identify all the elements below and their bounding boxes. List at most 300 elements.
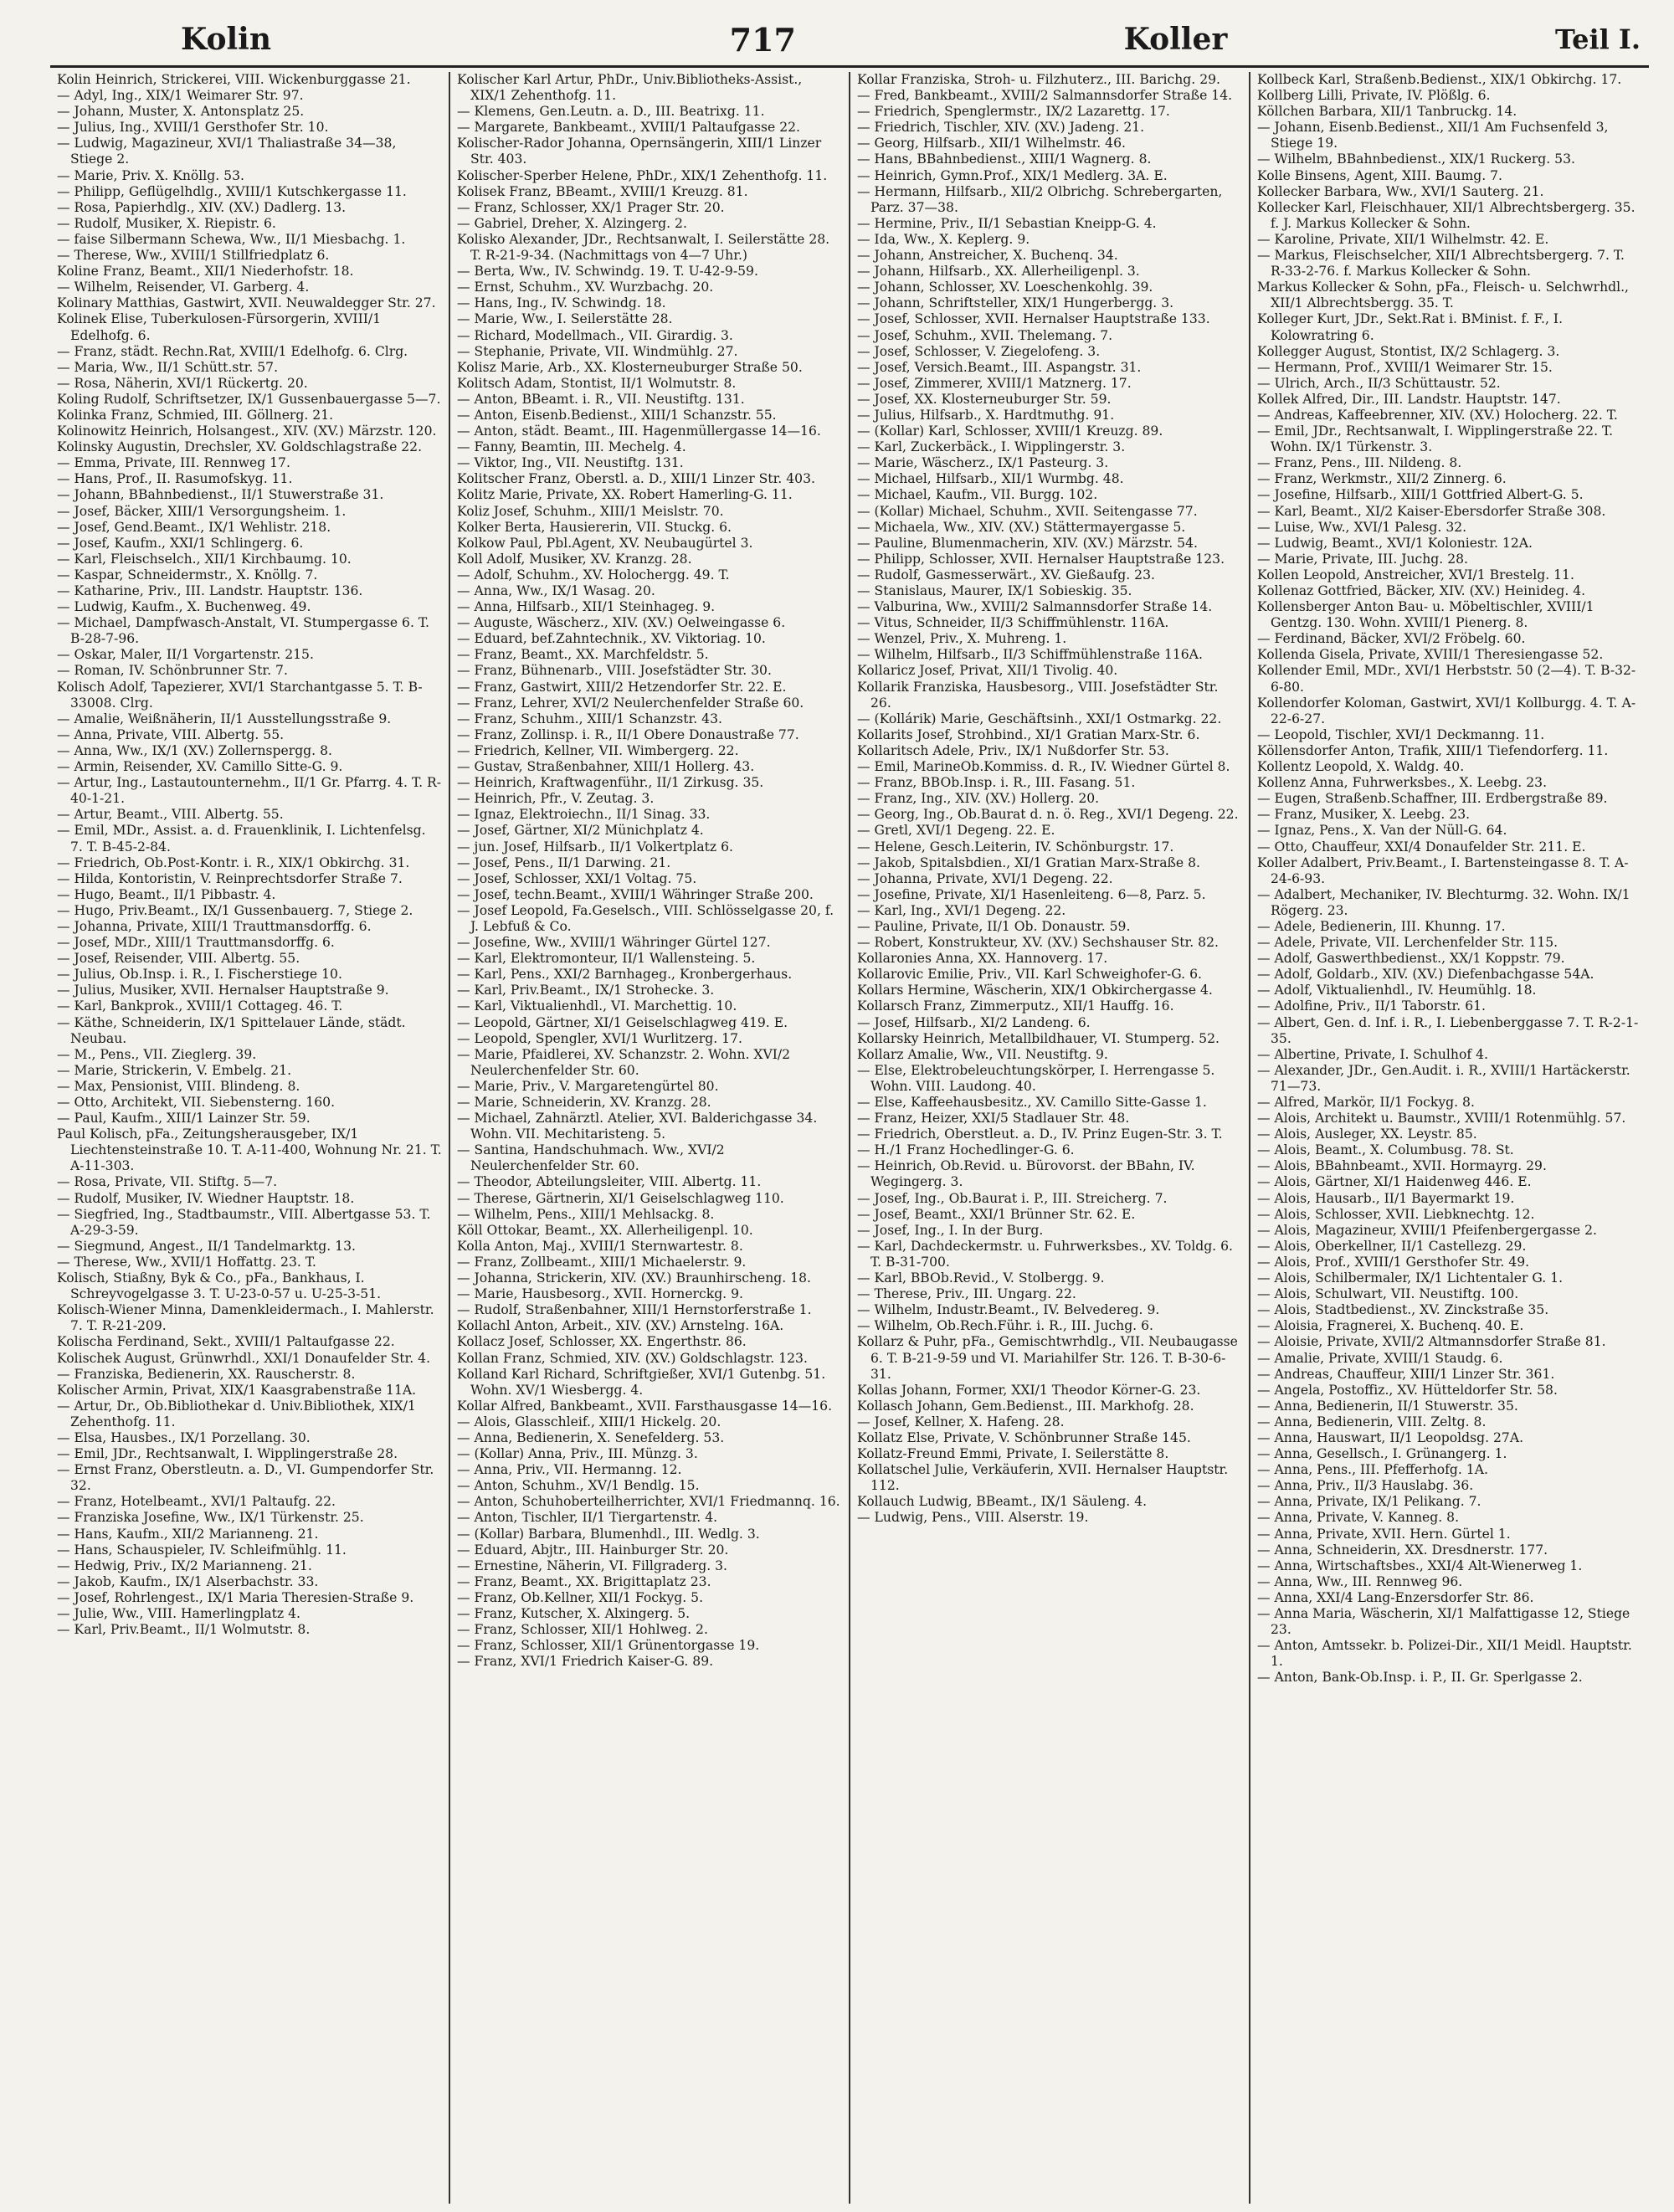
directory-entry: — Berta, Ww., IV. Schwindg. 19. T. U-42-9-59. bbox=[457, 264, 758, 280]
directory-entry: — Albertine, Private, I. Schulhof 4. bbox=[1257, 1046, 1488, 1062]
directory-entry: Kollentz Leopold, X. Waldg. 40. bbox=[1257, 759, 1465, 775]
directory-entry: — Adolf, Schuhm., XV. Holochergg. 49. T. bbox=[457, 567, 730, 583]
directory-entry: — Leopold, Spengler, XVI/1 Wurlitzerg. 17. bbox=[457, 1030, 742, 1046]
directory-entry: — Valburina, Ww., XVIII/2 Salmannsdorfer Straße 14. bbox=[857, 599, 1213, 615]
directory-entry: — Else, Elektrobeleuchtungskörper, I. Herrengasse 5. Wohn. VIII. Laudong. 40. bbox=[857, 1062, 1215, 1094]
directory-entry: — Johann, Schlosser, XV. Loeschenkohlg. 39. bbox=[857, 280, 1153, 295]
directory-entry: — Hermann, Prof., XVIII/1 Weimarer Str. 15. bbox=[1257, 359, 1553, 375]
directory-entry: — Anton, städt. Beamt., III. Hagenmüllergasse 14—16. bbox=[457, 423, 821, 439]
directory-entry: — Ludwig, Magazineur, XVI/1 Thaliastraße 34—38, Stiege 2. bbox=[57, 136, 397, 167]
directory-entry: — Rosa, Papierhdlg., XIV. (XV.) Dadlerg. 13. bbox=[57, 199, 347, 215]
directory-entry: — Therese, Priv., III. Ungarg. 22. bbox=[857, 1286, 1076, 1302]
directory-entry: — Alfred, Markör, II/1 Fockyg. 8. bbox=[1257, 1095, 1475, 1110]
directory-entry: — Ernst Franz, Oberstleutn. a. D., VI. Gumpendorfer Str. 32. bbox=[57, 1462, 434, 1494]
directory-entry: — Pauline, Private, II/1 Ob. Donaustr. 59. bbox=[857, 918, 1131, 934]
directory-entry: Kollecker Barbara, Ww., XVI/1 Sauterg. 21. bbox=[1257, 183, 1544, 199]
directory-entry: — Franz, Zollbeamt., XIII/1 Michaelerstr. 9. bbox=[457, 1254, 747, 1270]
directory-entry: — Ernestine, Näherin, VI. Fillgraderg. 3. bbox=[457, 1558, 727, 1573]
directory-entry: — Anna, Bedienerin, VIII. Zeltg. 8. bbox=[1257, 1414, 1487, 1429]
directory-entry: — Hedwig, Priv., IX/2 Marianneng. 21. bbox=[57, 1558, 312, 1573]
directory-entry: — Anna, Ww., III. Rennweg 96. bbox=[1257, 1573, 1463, 1589]
directory-entry: — Rudolf, Straßenbahner, XIII/1 Hernstorferstraße 1. bbox=[457, 1302, 812, 1318]
directory-entry: Kollas Johann, Former, XXI/1 Theodor Körner-G. 23. bbox=[857, 1382, 1201, 1398]
directory-entry: — Michaela, Ww., XIV. (XV.) Stättermayergasse 5. bbox=[857, 519, 1186, 535]
directory-entry: Kolitscher Franz, Oberstl. a. D., XIII/1 Linzer Str. 403. bbox=[457, 471, 815, 487]
directory-entry: — Anton, Eisenb.Bedienst., XIII/1 Schanzstr. 55. bbox=[457, 407, 777, 423]
directory-entry: — Josef, techn.Beamt., XVIII/1 Währinger Straße 200. bbox=[457, 886, 814, 902]
directory-entry: — Franz, Ing., XIV. (XV.) Hollerg. 20. bbox=[857, 791, 1100, 807]
directory-entry: — Eugen, Straßenb.Schaffner, III. Erdbergstraße 89. bbox=[1257, 791, 1608, 807]
directory-entry: — Michael, Kaufm., VII. Burgg. 102. bbox=[857, 487, 1098, 503]
directory-entry: — Georg, Hilfsarb., XII/1 Wilhelmstr. 46. bbox=[857, 136, 1126, 151]
directory-entry: — Amalie, Private, XVIII/1 Staudg. 6. bbox=[1257, 1350, 1503, 1366]
directory-entry: — Josefine, Private, XI/1 Hasenleiteng. 6—8, Parz. 5. bbox=[857, 886, 1206, 902]
directory-entry: — Josef, Schlosser, XXI/1 Voltag. 75. bbox=[457, 870, 697, 886]
directory-entry: — Karl, Beamt., XI/2 Kaiser-Ebersdorfer Straße 308. bbox=[1257, 503, 1606, 519]
directory-entry: — Alexander, JDr., Gen.Audit. i. R., XVIII/1 Hartäckerstr. 71—73. bbox=[1257, 1062, 1630, 1094]
directory-entry: — Heinrich, Kraftwagenführ., II/1 Zirkusg. 35. bbox=[457, 775, 764, 791]
directory-entry: — Franziska Josefine, Ww., IX/1 Türkenstr. 25. bbox=[57, 1510, 364, 1526]
directory-entry: Kollbeck Karl, Straßenb.Bedienst., XIX/1 Obkirchg. 17. bbox=[1257, 72, 1622, 87]
page-header bbox=[50, 15, 1641, 64]
directory-entry: Kollaritsch Adele, Priv., IX/1 Nußdorfer Str. 53. bbox=[857, 742, 1169, 758]
directory-entry: — Stephanie, Private, VII. Windmühlg. 27. bbox=[457, 343, 738, 359]
directory-entry: — Josef, Reisender, VIII. Albertg. 55. bbox=[57, 951, 300, 967]
directory-entry: Kolinowitz Heinrich, Holsangest., XIV. (XV.) Märzstr. 120. bbox=[57, 423, 437, 439]
directory-entry: — Wilhelm, Industr.Beamt., IV. Belvedereg. 9. bbox=[857, 1302, 1160, 1318]
directory-entry: Koll Adolf, Musiker, XV. Kranzg. 28. bbox=[457, 551, 692, 567]
directory-entry: — Artur, Beamt., VIII. Albertg. 55. bbox=[57, 807, 284, 823]
directory-entry: — Hermann, Hilfsarb., XII/2 Olbrichg. Schrebergarten, Parz. 37—38. bbox=[857, 183, 1223, 215]
directory-entry: Kollenda Gisela, Private, XVIII/1 Theresiengasse 52. bbox=[1257, 647, 1604, 663]
directory-entry: Kolischer Karl Artur, PhDr., Univ.Bibliotheks-Assist., XIX/1 Zehenthofg. 11. bbox=[457, 72, 803, 104]
directory-entry: Kolisch-Wiener Minna, Damenkleidermach., I. Mahlerstr. 7. T. R-21-209. bbox=[57, 1302, 434, 1334]
directory-entry: — Marie, Priv. X. Knöllg. 53. bbox=[57, 167, 244, 183]
directory-entry: — Anna, Private, XVII. Hern. Gürtel 1. bbox=[1257, 1526, 1511, 1542]
directory-entry: Kolla Anton, Maj., XVIII/1 Sternwartestr. 8. bbox=[457, 1238, 743, 1254]
directory-entry: — Josef, Schuhm., XVII. Thelemang. 7. bbox=[857, 327, 1113, 343]
directory-entry: Paul Kolisch, pFa., Zeitungsherausgeber, IX/1 Liechtensteinstraße 10. T. A-11-400, Wohnung Nr. 21. T. A-11-303. bbox=[57, 1127, 442, 1174]
directory-entry: — (Kollar) Michael, Schuhm., XVII. Seitengasse 77. bbox=[857, 503, 1198, 519]
directory-entry: Kolker Berta, Hausiererin, VII. Stuckg. 6. bbox=[457, 519, 732, 535]
directory-entry: — Josef, Gärtner, XI/2 Münichplatz 4. bbox=[457, 823, 704, 839]
directory-entry: — Johanna, Private, XIII/1 Trauttmansdorffg. 6. bbox=[57, 918, 372, 934]
directory-entry: — Hugo, Beamt., II/1 Pibbastr. 4. bbox=[57, 886, 276, 902]
directory-entry: — Anna, Bedienerin, X. Senefelderg. 53. bbox=[457, 1429, 725, 1445]
directory-entry: — Julius, Ing., XVIII/1 Gersthofer Str. 10. bbox=[57, 120, 329, 136]
directory-entry: — Angela, Postoffiz., XV. Hütteldorfer Str. 58. bbox=[1257, 1382, 1558, 1398]
directory-entry: Köll Ottokar, Beamt., XX. Allerheiligenpl. 10. bbox=[457, 1222, 753, 1238]
directory-entry: — Ferdinand, Bäcker, XVI/2 Fröbelg. 60. bbox=[1257, 631, 1526, 647]
directory-entry: Kollarz & Puhr, pFa., Gemischtwrhdlg., VII. Neubaugasse 6. T. B-21-9-59 und VI. Mariahilfer Str. 126. T. B-30-6-31. bbox=[857, 1334, 1238, 1382]
directory-entry: — Santina, Handschuhmach. Ww., XVI/2 Neulerchenfelder Str. 60. bbox=[457, 1142, 725, 1174]
directory-entry: — Adolf, Viktualienhdl., IV. Heumühlg. 18. bbox=[1257, 983, 1537, 998]
directory-entry: Kollaricz Josef, Privat, XII/1 Tivolig. 40. bbox=[857, 663, 1118, 679]
directory-entry: Kolinsky Augustin, Drechsler, XV. Goldschlagstraße 22. bbox=[57, 439, 423, 455]
directory-entry: — Anton, Bank-Ob.Insp. i. P., II. Gr. Sperlgasse 2. bbox=[1257, 1670, 1583, 1686]
directory-entry: Kollachl Anton, Arbeit., XIV. (XV.) Arnstelng. 16A. bbox=[457, 1318, 784, 1334]
directory-entry: — (Kollar) Anna, Priv., III. Münzg. 3. bbox=[457, 1446, 698, 1462]
directory-entry: — Paul, Kaufm., XIII/1 Lainzer Str. 59. bbox=[57, 1111, 311, 1127]
directory-entry: — Karl, Ing., XVI/1 Degeng. 22. bbox=[857, 902, 1066, 918]
directory-entry: — Franz, XVI/1 Friedrich Kaiser-G. 89. bbox=[457, 1654, 714, 1670]
directory-entry: Kolinek Elise, Tuberkulosen-Fürsorgerin, XVIII/1 Edelhofg. 6. bbox=[57, 311, 382, 343]
directory-entry: — Marie, Wäscherz., IX/1 Pasteurg. 3. bbox=[857, 455, 1109, 471]
directory-entry: — Friedrich, Spenglermstr., IX/2 Lazarettg. 17. bbox=[857, 104, 1170, 120]
directory-entry: Kollatschel Julie, Verkäuferin, XVII. Hernalser Hauptstr. 112. bbox=[857, 1462, 1229, 1494]
directory-entry: — Johann, Anstreicher, X. Buchenq. 34. bbox=[857, 248, 1118, 264]
directory-entry: Kolischer Armin, Privat, XIX/1 Kaasgrabenstraße 11A. bbox=[57, 1382, 417, 1398]
directory-entry: — Hans, Prof., II. Rasumofskyg. 11. bbox=[57, 471, 293, 487]
directory-entry: — Anna, Priv., VII. Hermanng. 12. bbox=[457, 1462, 682, 1478]
directory-entry: — jun. Josef, Hilfsarb., II/1 Volkertplatz 6. bbox=[457, 839, 733, 855]
directory-entry: — Hilda, Kontoristin, V. Reinprechtsdorfer Straße 7. bbox=[57, 870, 403, 886]
directory-entry: — Eduard, Abjtr., III. Hainburger Str. 20. bbox=[457, 1542, 729, 1558]
directory-entry: — Rosa, Näherin, XVI/1 Rückertg. 20. bbox=[57, 375, 308, 391]
directory-entry: — Friedrich, Oberstleut. a. D., IV. Prinz Eugen-Str. 3. T. bbox=[857, 1127, 1223, 1142]
directory-entry: — Albert, Gen. d. Inf. i. R., I. Liebenberggasse 7. T. R-2-1-35. bbox=[1257, 1014, 1639, 1046]
directory-entry: — Josef, Versich.Beamt., III. Aspangstr. 31. bbox=[857, 359, 1142, 375]
directory-entry: Kollarik Franziska, Hausbesorg., VIII. Josefstädter Str. 26. bbox=[857, 679, 1219, 711]
directory-entry: Kolisko Alexander, JDr., Rechtsanwalt, I. Seilerstätte 28. T. R-21-9-34. (Nachmittags von 4—7 Uhr.) bbox=[457, 231, 830, 264]
directory-entry: Kollecker Karl, Fleischhauer, XII/1 Albrechtsbergerg. 35. f. J. Markus Kollecker & Sohn. bbox=[1257, 199, 1635, 231]
directory-entry: — Marie, Schneiderin, XV. Kranzg. 28. bbox=[457, 1095, 711, 1110]
directory-entry: — Adolfine, Priv., II/1 Taborstr. 61. bbox=[1257, 998, 1487, 1014]
directory-entry: — Anna, Private, V. Kanneg. 8. bbox=[1257, 1510, 1460, 1526]
directory-entry: — Alois, Stadtbedienst., XV. Zinckstraße 35. bbox=[1257, 1302, 1549, 1318]
directory-entry: — Else, Kaffeehausbesitz., XV. Camillo Sitte-Gasse 1. bbox=[857, 1095, 1207, 1110]
directory-entry: — Josef, Schlosser, XVII. Hernalser Hauptstraße 133. bbox=[857, 311, 1210, 327]
directory-entry: — Margarete, Bankbeamt., XVIII/1 Paltaufgasse 22. bbox=[457, 120, 801, 136]
directory-entry: Kollarz Amalie, Ww., VII. Neustiftg. 9. bbox=[857, 1046, 1108, 1062]
directory-entry: — Karl, Elektromonteur, II/1 Wallensteing. 5. bbox=[457, 951, 756, 967]
directory-entry: — Fanny, Beamtin, III. Mechelg. 4. bbox=[457, 439, 686, 455]
directory-entry: — Ulrich, Arch., II/3 Schüttaustr. 52. bbox=[1257, 375, 1501, 391]
directory-entry: — Franz, Lehrer, XVI/2 Neulerchenfelder Straße 60. bbox=[457, 695, 804, 711]
directory-entry: Kolinary Matthias, Gastwirt, XVII. Neuwaldegger Str. 27. bbox=[57, 295, 436, 311]
directory-entry: Kollarits Josef, Strohbind., XI/1 Gratian Marx-Str. 6. bbox=[857, 726, 1200, 742]
directory-entry: — Johann, Hilfsarb., XX. Allerheiligenpl. 3. bbox=[857, 264, 1140, 280]
directory-entry: Kollan Franz, Schmied, XIV. (XV.) Goldschlagstr. 123. bbox=[457, 1350, 808, 1366]
directory-entry: — Wilhelm, Ob.Rech.Führ. i. R., III. Juchg. 6. bbox=[857, 1318, 1153, 1334]
directory-entry: — (Kollar) Karl, Schlosser, XVIII/1 Kreuzg. 89. bbox=[857, 423, 1163, 439]
directory-entry: — Jakob, Kaufm., IX/1 Alserbachstr. 33. bbox=[57, 1573, 319, 1589]
directory-entry: Kollauch Ludwig, BBeamt., IX/1 Säuleng. 4. bbox=[857, 1494, 1148, 1510]
directory-entry: Kollarsky Heinrich, Metallbildhauer, VI. Stumperg. 52. bbox=[857, 1030, 1220, 1046]
directory-entry: — Adele, Bedienerin, III. Khunng. 17. bbox=[1257, 918, 1506, 934]
directory-entry: — Alois, Oberkellner, II/1 Castellezg. 29. bbox=[1257, 1238, 1527, 1254]
directory-entry: — Anna, Private, IX/1 Pelikang. 7. bbox=[1257, 1494, 1481, 1510]
directory-entry: — Anton, Schuhoberteilherrichter, XVI/1 Friedmannq. 16. bbox=[457, 1494, 840, 1510]
directory-entry: Kollarsch Franz, Zimmerputz., XII/1 Hauffg. 16. bbox=[857, 998, 1174, 1014]
directory-entry: — Josef, Ing., Ob.Baurat i. P., III. Streicherg. 7. bbox=[857, 1190, 1168, 1206]
directory-entry: — Josef, Ing., I. In der Burg. bbox=[857, 1222, 1044, 1238]
directory-entry: — Emil, MDr., Assist. a. d. Frauenklinik, I. Lichtenfelsg. 7. T. B-45-2-84. bbox=[57, 823, 426, 855]
directory-entry: — Marie, Priv., V. Margaretengürtel 80. bbox=[457, 1078, 719, 1094]
directory-entry: Markus Kollecker & Sohn, pFa., Fleisch- u. Selchwrhdl., XII/1 Albrechtsbergg. 35. T. bbox=[1257, 280, 1630, 311]
directory-entry: — Anna, Hauswart, II/1 Leopoldsg. 27A. bbox=[1257, 1429, 1524, 1445]
directory-entry: — Karl, Dachdeckermstr. u. Fuhrwerksbes., XV. Toldg. 6. T. B-31-700. bbox=[857, 1238, 1233, 1270]
directory-entry: — Wilhelm, Reisender, VI. Garberg. 4. bbox=[57, 280, 310, 295]
directory-entry: — Josefine, Ww., XVIII/1 Währinger Gürtel 127. bbox=[457, 935, 771, 951]
directory-entry: — Karl, Fleischselch., XII/1 Kirchbaumg. 10. bbox=[57, 551, 352, 567]
directory-entry: — Gretl, XVI/1 Degeng. 22. E. bbox=[857, 823, 1055, 839]
directory-entry: Kolischa Ferdinand, Sekt., XVIII/1 Paltaufgasse 22. bbox=[57, 1334, 395, 1350]
directory-entry: Kollasch Johann, Gem.Bedienst., III. Markhofg. 28. bbox=[857, 1398, 1194, 1414]
directory-entry: — Wilhelm, BBahnbedienst., XIX/1 Ruckerg. 53. bbox=[1257, 151, 1575, 167]
directory-entry: Koline Franz, Beamt., XII/1 Niederhofstr. 18. bbox=[57, 264, 354, 280]
directory-entry: — Franz, Hotelbeamt., XVI/1 Paltaufg. 22. bbox=[57, 1494, 336, 1510]
directory-entry: — Eduard, bef.Zahntechnik., XV. Viktoriag. 10. bbox=[457, 631, 766, 647]
directory-entry: — Emil, JDr., Rechtsanwalt, I. Wipplingerstraße 22. T. Wohn. IX/1 Türkenstr. 3. bbox=[1257, 423, 1614, 455]
directory-entry: — Anna, Priv., II/3 Hauslabg. 36. bbox=[1257, 1478, 1474, 1494]
directory-entry: — Ludwig, Kaufm., X. Buchenweg. 49. bbox=[57, 599, 311, 615]
directory-entry: — Emil, MarineOb.Kommiss. d. R., IV. Wiedner Gürtel 8. bbox=[857, 759, 1230, 775]
directory-entry: — Anton, BBeamt. i. R., VII. Neustiftg. 131. bbox=[457, 391, 745, 407]
directory-entry: — Josef, Bäcker, XIII/1 Versorgungsheim. 1. bbox=[57, 503, 347, 519]
directory-entry: — Emma, Private, III. Rennweg 17. bbox=[57, 455, 290, 471]
directory-entry: — Rudolf, Gasmesserwärt., XV. Gießaufg. 23. bbox=[857, 567, 1155, 583]
directory-entry: Kolle Binsens, Agent, XIII. Baumg. 7. bbox=[1257, 167, 1503, 183]
directory-entry: Kollaronies Anna, XX. Hannoverg. 17. bbox=[857, 951, 1108, 967]
directory-entry: — Siegmund, Angest., II/1 Tandelmarktg. 13. bbox=[57, 1238, 356, 1254]
directory-entry: — Markus, Fleischselcher, XII/1 Albrechtsbergerg. 7. T. R-33-2-76. f. Markus Kollecker & Sohn. bbox=[1257, 248, 1625, 280]
directory-entry: Kolleger Kurt, JDr., Sekt.Rat i. BMinist. f. F., I. Kolowratring 6. bbox=[1257, 311, 1564, 343]
directory-entry: Kollender Emil, MDr., XVI/1 Herbststr. 50 (2—4). T. B-32-6-80. bbox=[1257, 663, 1636, 695]
directory-entry: — Anna, Schneiderin, XX. Dresdnerstr. 177. bbox=[1257, 1542, 1548, 1558]
directory-entry: — Adolf, Goldarb., XIV. (XV.) Diefenbachgasse 54A. bbox=[1257, 967, 1594, 983]
directory-entry: Koliz Josef, Schuhm., XIII/1 Meislstr. 70. bbox=[457, 503, 724, 519]
directory-entry: — Alois, Ausleger, XX. Leystr. 85. bbox=[1257, 1127, 1477, 1142]
directory-entry: — Richard, Modellmach., VII. Girardig. 3. bbox=[457, 327, 733, 343]
directory-entry: Kollatz-Freund Emmi, Private, I. Seilerstätte 8. bbox=[857, 1446, 1169, 1462]
directory-entry: — Amalie, Weißnäherin, II/1 Ausstellungsstraße 9. bbox=[57, 711, 392, 726]
directory-entry: — Anna, Pens., III. Pfefferhofg. 1A. bbox=[1257, 1462, 1488, 1478]
column-2 bbox=[449, 72, 849, 2204]
directory-entry: — Ignaz, Elektroiechn., II/1 Sinag. 33. bbox=[457, 807, 711, 823]
directory-entry: — Rosa, Private, VII. Stiftg. 5—7. bbox=[57, 1174, 278, 1190]
directory-entry: — Helene, Gesch.Leiterin, IV. Schönburgstr. 17. bbox=[857, 839, 1174, 855]
columns bbox=[50, 72, 1649, 2204]
directory-entry: Kollars Hermine, Wäscherin, XIX/1 Obkirchergasse 4. bbox=[857, 983, 1213, 998]
directory-entry: — Adele, Private, VII. Lerchenfelder Str. 115. bbox=[1257, 935, 1558, 951]
column-3 bbox=[849, 72, 1249, 2204]
directory-entry: Kolisz Marie, Arb., XX. Klosterneuburger Straße 50. bbox=[457, 359, 803, 375]
directory-entry: — Katharine, Priv., III. Landstr. Hauptstr. 136. bbox=[57, 583, 363, 598]
directory-entry: — Hugo, Priv.Beamt., IX/1 Gussenbauerg. 7, Stiege 2. bbox=[57, 902, 413, 918]
directory-entry: — Alois, Beamt., X. Columbusg. 78. St. bbox=[1257, 1142, 1514, 1158]
directory-entry: — Hans, Schauspieler, IV. Schleifmühlg. 11. bbox=[57, 1542, 347, 1558]
directory-entry: — Josefine, Hilfsarb., XIII/1 Gottfried Albert-G. 5. bbox=[1257, 487, 1584, 503]
directory-entry: Kolitsch Adam, Stontist, II/1 Wolmutstr. 8. bbox=[457, 375, 737, 391]
directory-entry: Köllensdorfer Anton, Trafik, XIII/1 Tiefendorferg. 11. bbox=[1257, 742, 1609, 758]
directory-entry: — Johanna, Private, XVI/1 Degeng. 22. bbox=[857, 870, 1113, 886]
directory-entry: — M., Pens., VII. Zieglerg. 39. bbox=[57, 1046, 257, 1062]
directory-entry: Kollendorfer Koloman, Gastwirt, XVI/1 Kollburgg. 4. T. A-22-6-27. bbox=[1257, 695, 1636, 726]
directory-entry: — Anna, Hilfsarb., XII/1 Steinhageg. 9. bbox=[457, 599, 716, 615]
directory-entry: — Franz, Beamt., XX. Brigittaplatz 23. bbox=[457, 1573, 711, 1589]
directory-entry: — Klemens, Gen.Leutn. a. D., III. Beatrixg. 11. bbox=[457, 104, 765, 120]
directory-entry: Koller Adalbert, Priv.Beamt., I. Bartensteingasse 8. T. A-24-6-93. bbox=[1257, 855, 1629, 886]
directory-entry: Kollensberger Anton Bau- u. Möbeltischler, XVIII/1 Gentzg. 130. Wohn. XVIII/1 Pienerg. 8. bbox=[1257, 599, 1594, 631]
directory-entry: — Aloisia, Fragnerei, X. Buchenq. 40. E. bbox=[1257, 1318, 1524, 1334]
directory-entry: — Armin, Reisender, XV. Camillo Sitte-G. 9. bbox=[57, 759, 343, 775]
directory-entry: Kolkow Paul, Pbl.Agent, XV. Neubaugürtel 3. bbox=[457, 535, 753, 551]
directory-entry: — Georg, Ing., Ob.Baurat d. n. ö. Reg., XVI/1 Degeng. 22. bbox=[857, 807, 1239, 823]
directory-entry: Kollar Alfred, Bankbeamt., XVII. Farsthausgasse 14—16. bbox=[457, 1398, 833, 1414]
directory-entry: — Josef, Zimmerer, XVIII/1 Matznerg. 17. bbox=[857, 375, 1132, 391]
directory-entry: Köllchen Barbara, XII/1 Tanbruckg. 14. bbox=[1257, 104, 1517, 120]
directory-entry: — Rudolf, Musiker, X. Riepistr. 6. bbox=[57, 215, 276, 231]
directory-entry: — Alois, Gärtner, XI/1 Haidenweg 446. E. bbox=[1257, 1174, 1532, 1190]
directory-entry: — Franz, Schlosser, XX/1 Prager Str. 20. bbox=[457, 199, 725, 215]
directory-entry: — Franz, Pens., III. Nildeng. 8. bbox=[1257, 455, 1462, 471]
column-4 bbox=[1249, 72, 1649, 2204]
directory-entry: Kollarovic Emilie, Priv., VII. Karl Schweighofer-G. 6. bbox=[857, 967, 1202, 983]
directory-entry: — Hans, BBahnbedienst., XIII/1 Wagnerg. 8. bbox=[857, 151, 1152, 167]
directory-entry: — Franz, Schlosser, XII/1 Grünentorgasse 19. bbox=[457, 1638, 760, 1654]
directory-entry: — Max, Pensionist, VIII. Blindeng. 8. bbox=[57, 1078, 300, 1094]
directory-entry: — Josef, Rohrlengest., IX/1 Maria Theresien-Straße 9. bbox=[57, 1589, 414, 1605]
header-left-word: Kolin bbox=[180, 22, 272, 57]
directory-entry: — Fred, Bankbeamt., XVIII/2 Salmannsdorfer Straße 14. bbox=[857, 88, 1233, 104]
directory-entry: Kollar Franziska, Stroh- u. Filzhuterz., III. Barichg. 29. bbox=[857, 72, 1220, 87]
directory-entry: — H./1 Franz Hochedlinger-G. 6. bbox=[857, 1142, 1075, 1158]
directory-entry: — Marie, Ww., I. Seilerstätte 28. bbox=[457, 311, 673, 327]
directory-entry: — Josef, Kaufm., XXI/1 Schlingerg. 6. bbox=[57, 535, 304, 551]
directory-entry: — Josef, Schlosser, V. Ziegelofeng. 3. bbox=[857, 343, 1101, 359]
directory-entry: Kolitz Marie, Private, XX. Robert Hamerling-G. 11. bbox=[457, 487, 793, 503]
header-right-word: Koller bbox=[1123, 22, 1228, 57]
directory-entry: — Ernst, Schuhm., XV. Wurzbachg. 20. bbox=[457, 280, 714, 295]
directory-entry: — Roman, IV. Schönbrunner Str. 7. bbox=[57, 663, 288, 679]
directory-entry: — Adyl, Ing., XIX/1 Weimarer Str. 97. bbox=[57, 88, 304, 104]
directory-entry: — Michael, Zahnärztl. Atelier, XVI. Balderichgasse 34. Wohn. VII. Mechitaristeng. 5. bbox=[457, 1111, 818, 1142]
directory-entry: — Franz, Heizer, XXI/5 Stadlauer Str. 48. bbox=[857, 1111, 1130, 1127]
directory-entry: Kollberg Lilli, Private, IV. Plößlg. 6. bbox=[1257, 88, 1491, 104]
directory-entry: Kollek Alfred, Dir., III. Landstr. Hauptstr. 147. bbox=[1257, 391, 1561, 407]
directory-entry: — Josef, Kellner, X. Hafeng. 28. bbox=[857, 1414, 1065, 1429]
directory-entry: Kollenz Anna, Fuhrwerksbes., X. Leebg. 23. bbox=[1257, 775, 1548, 791]
directory-entry: — Friedrich, Tischler, XIV. (XV.) Jadeng. 21. bbox=[857, 120, 1145, 136]
directory-entry: — Luise, Ww., XVI/1 Palesg. 32. bbox=[1257, 519, 1467, 535]
directory-entry: — Josef, Pens., II/1 Darwing. 21. bbox=[457, 855, 671, 870]
directory-entry: — Julie, Ww., VIII. Hamerlingplatz 4. bbox=[57, 1606, 300, 1621]
directory-entry: — Franz, Schuhm., XIII/1 Schanzstr. 43. bbox=[457, 711, 722, 726]
directory-entry: — Friedrich, Kellner, VII. Wimbergerg. 22. bbox=[457, 742, 739, 758]
directory-entry: Kolischek August, Grünwrhdl., XXI/1 Donaufelder Str. 4. bbox=[57, 1350, 431, 1366]
directory-entry: Kolischer-Sperber Helene, PhDr., XIX/1 Zehenthofg. 11. bbox=[457, 167, 828, 183]
directory-entry: — Adolf, Gaswerthbedienst., XX/1 Koppstr. 79. bbox=[1257, 951, 1565, 967]
directory-entry: — Josef, Hilfsarb., XI/2 Landeng. 6. bbox=[857, 1014, 1091, 1030]
directory-entry: — Franziska, Bedienerin, XX. Rauscherstr. 8. bbox=[57, 1366, 356, 1382]
directory-entry: — Franz, Zollinsp. i. R., II/1 Obere Donaustraße 77. bbox=[457, 726, 799, 742]
directory-entry: — Karl, Zuckerbäck., I. Wipplingerstr. 3. bbox=[857, 439, 1126, 455]
directory-entry: Kollen Leopold, Anstreicher, XVI/1 Brestelg. 11. bbox=[1257, 567, 1574, 583]
directory-entry: — Ignaz, Pens., X. Van der Nüll-G. 64. bbox=[1257, 823, 1507, 839]
directory-entry: — Adalbert, Mechaniker, IV. Blechturmg. 32. Wohn. IX/1 Rögerg. 23. bbox=[1257, 886, 1630, 918]
directory-entry: — Karl, Pens., XXI/2 Barnhageg., Kronbergerhaus. bbox=[457, 967, 793, 983]
directory-entry: Kolland Karl Richard, Schriftgießer, XVI/1 Gutenbg. 51. Wohn. XV/1 Wiesbergg. 4. bbox=[457, 1366, 826, 1398]
directory-entry: — Marie, Strickerin, V. Embelg. 21. bbox=[57, 1062, 292, 1078]
directory-entry: — Otto, Chauffeur, XXI/4 Donaufelder Str. 211. E. bbox=[1257, 839, 1586, 855]
header-rule bbox=[50, 65, 1649, 68]
directory-entry: — Karl, BBOb.Revid., V. Stolbergg. 9. bbox=[857, 1270, 1105, 1286]
directory-entry: — Wilhelm, Hilfsarb., II/3 Schiffmühlenstraße 116A. bbox=[857, 647, 1203, 663]
directory-entry: — Anna, Bedienerin, II/1 Stuwerstr. 35. bbox=[1257, 1398, 1518, 1414]
directory-entry: — Philipp, Schlosser, XVII. Hernalser Hauptstraße 123. bbox=[857, 551, 1225, 567]
directory-entry: — Pauline, Blumenmacherin, XIV. (XV.) Märzstr. 54. bbox=[857, 535, 1198, 551]
directory-entry: — Franz, städt. Rechn.Rat, XVIII/1 Edelhofg. 6. Clrg. bbox=[57, 343, 408, 359]
directory-entry: — Julius, Hilfsarb., X. Hardtmuthg. 91. bbox=[857, 407, 1115, 423]
directory-entry: — Anna Maria, Wäscherin, XI/1 Malfattigasse 12, Stiege 23. bbox=[1257, 1606, 1630, 1638]
directory-entry: Kolisch Adolf, Tapezierer, XVI/1 Starchantgasse 5. T. B-33008. Clrg. bbox=[57, 679, 423, 711]
directory-entry: — Leopold, Gärtner, XI/1 Geiselschlagweg 419. E. bbox=[457, 1014, 788, 1030]
directory-entry: — Heinrich, Gymn.Prof., XIX/1 Medlerg. 3A. E. bbox=[857, 167, 1168, 183]
directory-entry: — Therese, Ww., XVIII/1 Stillfriedplatz 6. bbox=[57, 248, 330, 264]
directory-entry: — Karl, Viktualienhdl., VI. Marchettig. 10. bbox=[457, 998, 737, 1014]
directory-entry: — Alois, BBahnbeamt., XVII. Hormayrg. 29. bbox=[1257, 1158, 1547, 1174]
directory-entry: — Stanislaus, Maurer, IX/1 Sobieskig. 35. bbox=[857, 583, 1132, 598]
directory-entry: — Alois, Glasschleif., XIII/1 Hickelg. 20. bbox=[457, 1414, 721, 1429]
directory-entry: — Hans, Kaufm., XII/2 Marianneng. 21. bbox=[57, 1526, 319, 1542]
directory-entry: — Vitus, Schneider, II/3 Schiffmühlenstr. 116A. bbox=[857, 615, 1169, 631]
directory-entry: — faise Silbermann Schewa, Ww., II/1 Miesbachg. 1. bbox=[57, 231, 406, 247]
directory-entry: — Franz, Bühnenarb., VIII. Josefstädter Str. 30. bbox=[457, 663, 772, 679]
directory-entry: — Leopold, Tischler, XVI/1 Deckmanng. 11. bbox=[1257, 726, 1545, 742]
directory-entry: — Alois, Schulwart, VII. Neustiftg. 100. bbox=[1257, 1286, 1519, 1302]
directory-entry: — Wilhelm, Pens., XIII/1 Mehlsackg. 8. bbox=[457, 1206, 715, 1222]
directory-entry: — Therese, Gärtnerin, XI/1 Geiselschlagweg 110. bbox=[457, 1190, 784, 1206]
directory-entry: — Alois, Magazineur, XVIII/1 Pfeifenbergergasse 2. bbox=[1257, 1222, 1597, 1238]
directory-entry: — Gabriel, Dreher, X. Alzingerg. 2. bbox=[457, 215, 687, 231]
directory-entry: — Philipp, Geflügelhdlg., XVIII/1 Kutschkergasse 11. bbox=[57, 183, 407, 199]
directory-entry: — Franz, Musiker, X. Leebg. 23. bbox=[1257, 807, 1471, 823]
directory-entry: — Franz, BBOb.Insp. i. R., III. Fasang. 51. bbox=[857, 775, 1136, 791]
directory-entry: — Johann, Schriftsteller, XIX/1 Hungerbergg. 3. bbox=[857, 295, 1174, 311]
directory-entry: — Anna, Ww., IX/1 (XV.) Zollernspergg. 8. bbox=[57, 742, 332, 758]
directory-entry: — Artur, Ing., Lastautounternehm., II/1 Gr. Pfarrg. 4. T. R-40-1-21. bbox=[57, 775, 442, 807]
directory-entry: — Alois, Prof., XVIII/1 Gersthofer Str. 49. bbox=[1257, 1254, 1530, 1270]
directory-entry: — Friedrich, Ob.Post-Kontr. i. R., XIX/1 Obkirchg. 31. bbox=[57, 855, 410, 870]
directory-entry: — Therese, Ww., XVII/1 Hoffattg. 23. T. bbox=[57, 1254, 316, 1270]
directory-entry: — Karl, Priv.Beamt., IX/1 Strohecke. 3. bbox=[457, 983, 715, 998]
directory-entry: — Alois, Hausarb., II/1 Bayermarkt 19. bbox=[1257, 1190, 1515, 1206]
directory-entry: — Franz, Ob.Kellner, XII/1 Fockyg. 5. bbox=[457, 1589, 704, 1605]
directory-entry: — Karoline, Private, XII/1 Wilhelmstr. 42. E. bbox=[1257, 231, 1549, 247]
directory-entry: — Josef, MDr., XIII/1 Trauttmansdorffg. 6. bbox=[57, 935, 335, 951]
directory-entry: — Anna, Wirtschaftsbes., XXI/4 Alt-Wienerweg 1. bbox=[1257, 1558, 1583, 1573]
directory-entry: — Anton, Schuhm., XV/1 Bendlg. 15. bbox=[457, 1478, 700, 1494]
directory-entry: — (Kollar) Barbara, Blumenhdl., III. Wedlg. 3. bbox=[457, 1526, 760, 1542]
directory-entry: — Käthe, Schneiderin, IX/1 Spittelauer Lände, städt. Neubau. bbox=[57, 1014, 406, 1046]
directory-entry: — Johann, Eisenb.Bedienst., XII/1 Am Fuchsenfeld 3, Stiege 19. bbox=[1257, 120, 1609, 151]
directory-entry: — Andreas, Kaffeebrenner, XIV. (XV.) Holocherg. 22. T. bbox=[1257, 407, 1618, 423]
header-part: Teil I. bbox=[1554, 23, 1641, 55]
directory-entry: — Otto, Architekt, VII. Siebensterng. 160. bbox=[57, 1095, 336, 1110]
directory-entry: — Franz, Gastwirt, XIII/2 Hetzendorfer Str. 22. E. bbox=[457, 679, 787, 695]
directory-entry: — Ludwig, Beamt., XVI/1 Koloniestr. 12A. bbox=[1257, 535, 1533, 551]
directory-entry: — Franz, Werkmstr., XII/2 Zinnerg. 6. bbox=[1257, 471, 1507, 487]
directory-entry: Koling Rudolf, Schriftsetzer, IX/1 Gussenbauergasse 5—7. bbox=[57, 391, 441, 407]
directory-entry: Kollacz Josef, Schlosser, XX. Engerthstr. 86. bbox=[457, 1334, 747, 1350]
directory-entry: — Marie, Pfaidlerei, XV. Schanzstr. 2. Wohn. XVI/2 Neulerchenfelder Str. 60. bbox=[457, 1046, 791, 1078]
directory-entry: — Aloisie, Private, XVII/2 Altmannsdorfer Straße 81. bbox=[1257, 1334, 1606, 1350]
column-1 bbox=[50, 72, 449, 2204]
directory-entry: — Elsa, Hausbes., IX/1 Porzellang. 30. bbox=[57, 1429, 311, 1445]
directory-entry: — Robert, Konstrukteur, XV. (XV.) Sechshauser Str. 82. bbox=[857, 935, 1219, 951]
directory-entry: — Marie, Hausbesorg., XVII. Hornerckg. 9. bbox=[457, 1286, 743, 1302]
